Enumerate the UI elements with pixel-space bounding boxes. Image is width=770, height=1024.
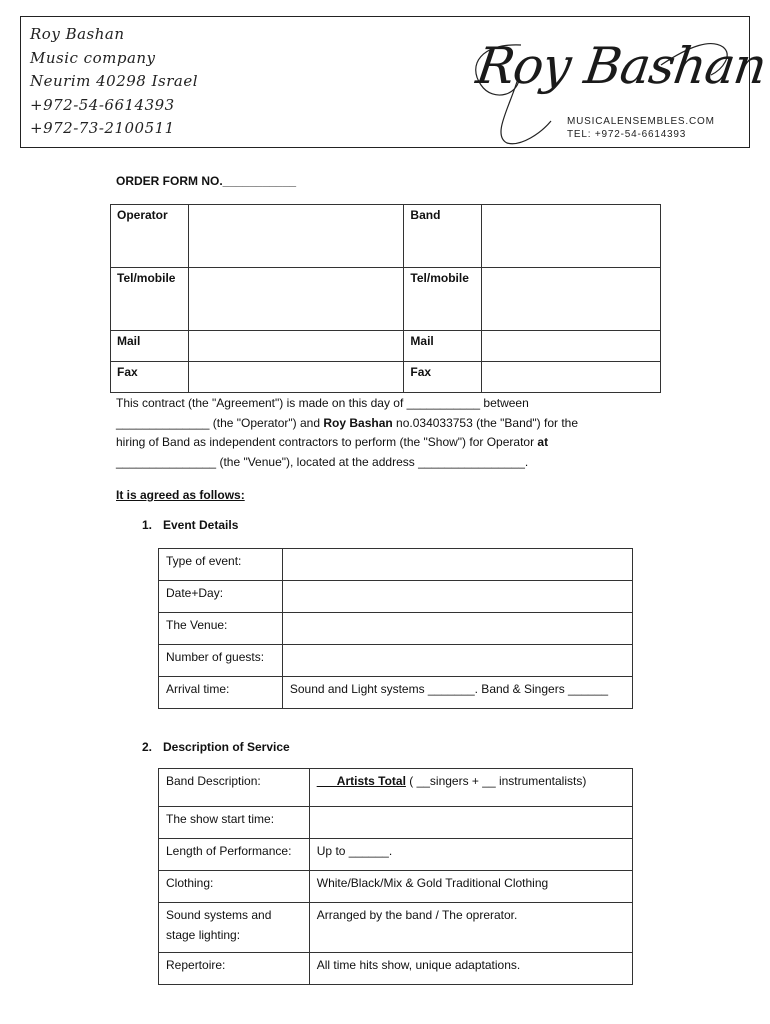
section-1-title: Event Details [163,518,239,532]
artists-total-label: ___Artists Total [316,774,406,788]
section-2-heading [142,740,290,754]
length-of-performance-field[interactable]: Up to ______. [309,839,632,871]
operator-tel-field[interactable] [188,268,403,331]
band-tel-field[interactable] [482,268,661,331]
sound-systems-field[interactable]: Arranged by the band / The oprerator. [309,903,632,953]
table-row [159,903,633,953]
band-tel-label: Tel/mobile [404,268,482,331]
agreement-line-1: This contract (the "Agreement") is made on this day of ___________ between [116,396,529,410]
event-details-table [158,548,633,709]
operator-mail-label: Mail [111,331,189,362]
operator-fax-field[interactable] [188,362,403,393]
table-row [111,205,661,268]
operator-tel-label: Tel/mobile [111,268,189,331]
table-row [159,645,633,677]
agreed-heading: It is agreed as follows: [116,488,245,502]
band-mail-label: Mail [404,331,482,362]
table-row [159,953,633,985]
date-day-field[interactable] [282,581,632,613]
table-row [159,613,633,645]
table-row [159,549,633,581]
operator-label: Operator [111,205,189,268]
number-of-guests-label: Number of guests: [159,645,283,677]
venue-field[interactable] [282,613,632,645]
band-label: Band [404,205,482,268]
contact-address: Neurim 40298 Israel [30,72,199,90]
contact-phone-2: +972-73-2100511 [30,119,175,137]
letterhead-box [20,16,770,148]
table-row [159,769,633,807]
operator-field[interactable] [188,205,403,268]
artists-breakdown: ( __singers + __ instrumentalists) [405,774,587,788]
operator-mail-field[interactable] [188,331,403,362]
agreement-line-3a: hiring of Band as independent contractors to perform (the "Show") for Operator [116,435,538,449]
roy-bashan-logo [461,25,770,145]
repertoire-label: Repertoire: [159,953,310,985]
band-fax-field[interactable] [482,362,661,393]
service-description-table [158,768,633,985]
order-form-title: ORDER FORM NO.___________ [116,174,297,188]
table-row [159,677,633,709]
band-owner-name: Roy Bashan [323,415,393,430]
operator-fax-label: Fax [111,362,189,393]
venue-label: The Venue: [159,613,283,645]
repertoire-field[interactable]: All time hits show, unique adaptations. [309,953,632,985]
show-start-time-field[interactable] [309,807,632,839]
clothing-field[interactable]: White/Black/Mix & Gold Traditional Clothing [309,871,632,903]
show-start-time-label: The show start time: [159,807,310,839]
band-field[interactable] [482,205,661,268]
parties-table [110,204,661,393]
agreement-line-4: _______________ (the "Venue"), located at the address ________________. [116,454,529,469]
section-1-number: 1. [142,518,153,532]
agreement-line-2 [116,414,636,434]
table-row [159,807,633,839]
agreement-line-3 [116,433,636,453]
logo-tel: TEL: +972-54-6614393 [567,129,687,140]
clothing-label: Clothing: [159,871,310,903]
agreement-paragraph [116,394,636,472]
table-row [159,581,633,613]
section-2-number: 2. [142,740,153,754]
table-row [159,871,633,903]
table-row [111,362,661,393]
agreement-line-2a: ______________ (the "Operator") and [116,415,324,430]
type-of-event-label: Type of event: [159,549,283,581]
contact-block [30,23,198,141]
band-description-field[interactable] [309,769,632,807]
agreement-line-3b: at [537,435,549,449]
length-of-performance-label: Length of Performance: [159,839,310,871]
number-of-guests-field[interactable] [282,645,632,677]
date-day-label: Date+Day: [159,581,283,613]
contact-name: Roy Bashan [30,25,125,43]
section-2-title: Description of Service [163,740,290,754]
band-description-label: Band Description: [159,769,310,807]
logo-website: MUSICALENSEMBLES.COM [567,116,715,127]
contact-phone-1: +972-54-6614393 [30,95,175,114]
section-1-heading [142,518,238,532]
table-row [159,839,633,871]
band-mail-field[interactable] [482,331,661,362]
agreement-line-2c: no.034033753 (the "Band") for the [392,415,579,430]
band-fax-label: Fax [404,362,482,393]
table-row [111,331,661,362]
arrival-time-label: Arrival time: [159,677,283,709]
contact-company: Music company [30,48,156,67]
logo-script-name: Roy Bashan [472,37,770,95]
sound-systems-label: Sound systems and stage lighting: [159,903,310,953]
type-of-event-field[interactable] [282,549,632,581]
arrival-time-field[interactable]: Sound and Light systems _______. Band & Singers ______ [282,677,632,709]
table-row [111,268,661,331]
